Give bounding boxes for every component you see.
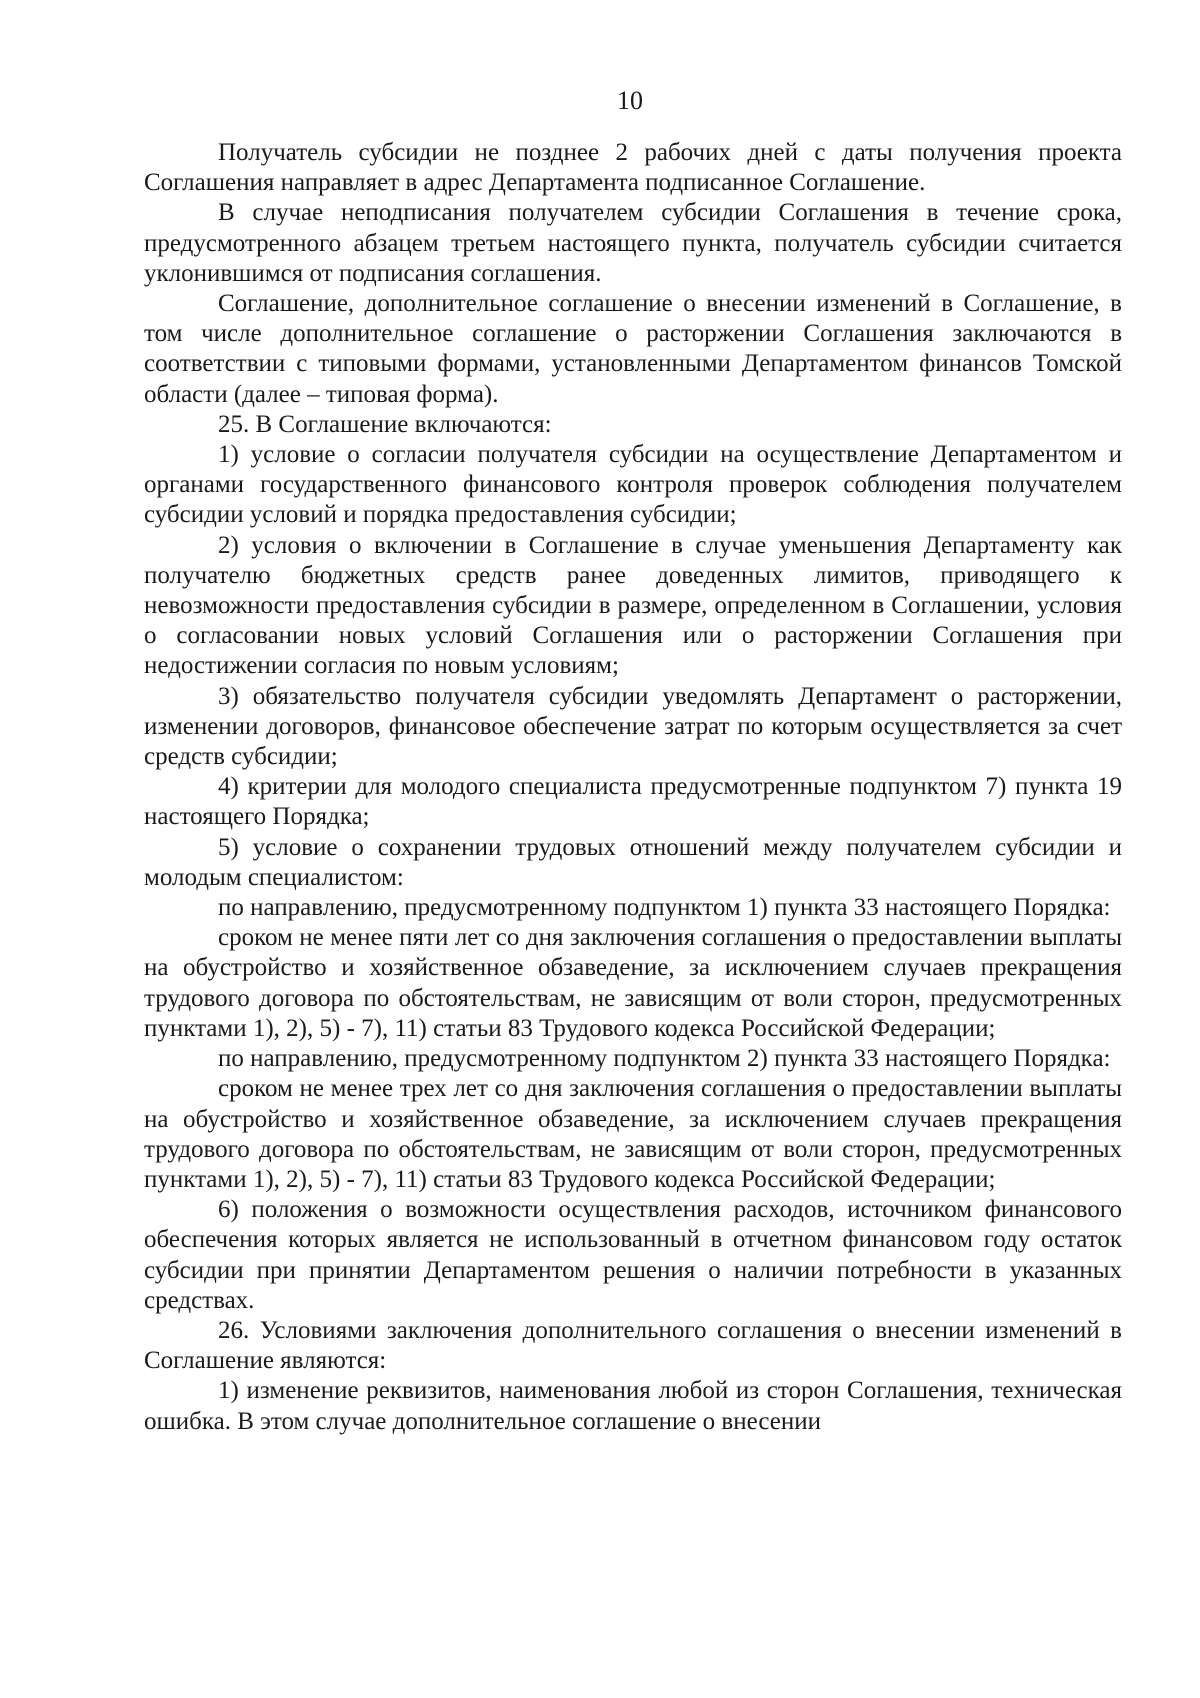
page-number: 10 — [617, 86, 643, 115]
paragraph-direction-2: по направлению, предусмотренному подпунктом 2) пункта 33 настоящего Порядка: — [218, 1045, 1111, 1073]
paragraph-item-25-3: 3) обязательство получателя субсидии уведомлять Департамент о расторжении, изменении договоров, финансовое обеспечение затрат по которым осуществляется за счет средств субсидии; — [144, 682, 1122, 771]
paragraph-item-25-4: 4) критерии для молодого специалиста предусмотренные подпунктом 7) пункта 19 настоящего Порядка; — [144, 773, 1122, 831]
paragraph-standard-forms: Соглашение, дополнительное соглашение о внесении изменений в Соглашение, в том числе дополнительное соглашение о расторжении Соглашения заключаются в соответствии с типовыми формами, установленными Департаментом финансов Томской области (далее – типовая форма). — [144, 290, 1122, 408]
paragraph-item-25-1: 1) условие о согласии получателя субсидии на осуществление Департаментом и органами государственного финансового контроля проверок соблюдения получателем субсидии условий и порядка предоставления субсидии; — [144, 441, 1122, 529]
paragraph-item-26-1: 1) изменение реквизитов, наименования любой из сторон Соглашения, техническая ошибка. В этом случае дополнительное соглашение о внесении — [144, 1377, 1122, 1435]
paragraph-item-25-heading: 25. В Соглашение включаются: — [218, 410, 552, 438]
paragraph-term-five-years: сроком не менее пяти лет со дня заключения соглашения о предоставлении выплаты на обустройство и хозяйственное обзаведение, за исключением случаев прекращения трудового договора по обстоятельствам, не зависящим от воли сторон, предусмотренных пунктами 1), 2), 5) - 7), 11) статьи 83 Трудового кодекса Российской Федерации; — [144, 924, 1122, 1042]
paragraph-non-signing: В случае неподписания получателем субсидии Соглашения в течение срока, предусмотренного абзацем третьем настоящего пункта, получатель субсидии считается уклонившимся от подписания соглашения. — [144, 199, 1122, 287]
paragraph-item-25-6: 6) положения о возможности осуществления расходов, источником финансового обеспечения которых является не использованный в отчетном финансовом году остаток субсидии при принятии Департаментом решения о наличии потребности в указанных средствах. — [144, 1196, 1122, 1314]
paragraph-item-25-2: 2) условия о включении в Соглашение в случае уменьшения Департаменту как получателю бюджетных средств ранее доведенных лимитов, приводящего к невозможности предоставления субсидии в размере, определенном в Соглашении, условия о согласовании новых условий Соглашения или о расторжении Соглашения при недостижении согласия по новым условиям; — [144, 531, 1122, 680]
paragraph-term-three-years: сроком не менее трех лет со дня заключения соглашения о предоставлении выплаты на обустройство и хозяйственное обзаведение, за исключением случаев прекращения трудового договора по обстоятельствам, не зависящим от воли сторон, предусмотренных пунктами 1), 2), 5) - 7), 11) статьи 83 Трудового кодекса Российской Федерации; — [144, 1075, 1122, 1193]
document-body — [144, 138, 1122, 1437]
paragraph-item-25-5: 5) условие о сохранении трудовых отношений между получателем субсидии и молодым специалистом: — [144, 833, 1122, 891]
paragraph-item-26-heading: 26. Условиями заключения дополнительного соглашения о внесении изменений в Соглашение являются: — [144, 1316, 1122, 1375]
paragraph-direction-1: по направлению, предусмотренному подпунктом 1) пункта 33 настоящего Порядка: — [218, 894, 1111, 922]
paragraph-recipient-signing: Получатель субсидии не позднее 2 рабочих дней с даты получения проекта Соглашения направляет в адрес Департамента подписанное Соглашение. — [144, 139, 1122, 197]
